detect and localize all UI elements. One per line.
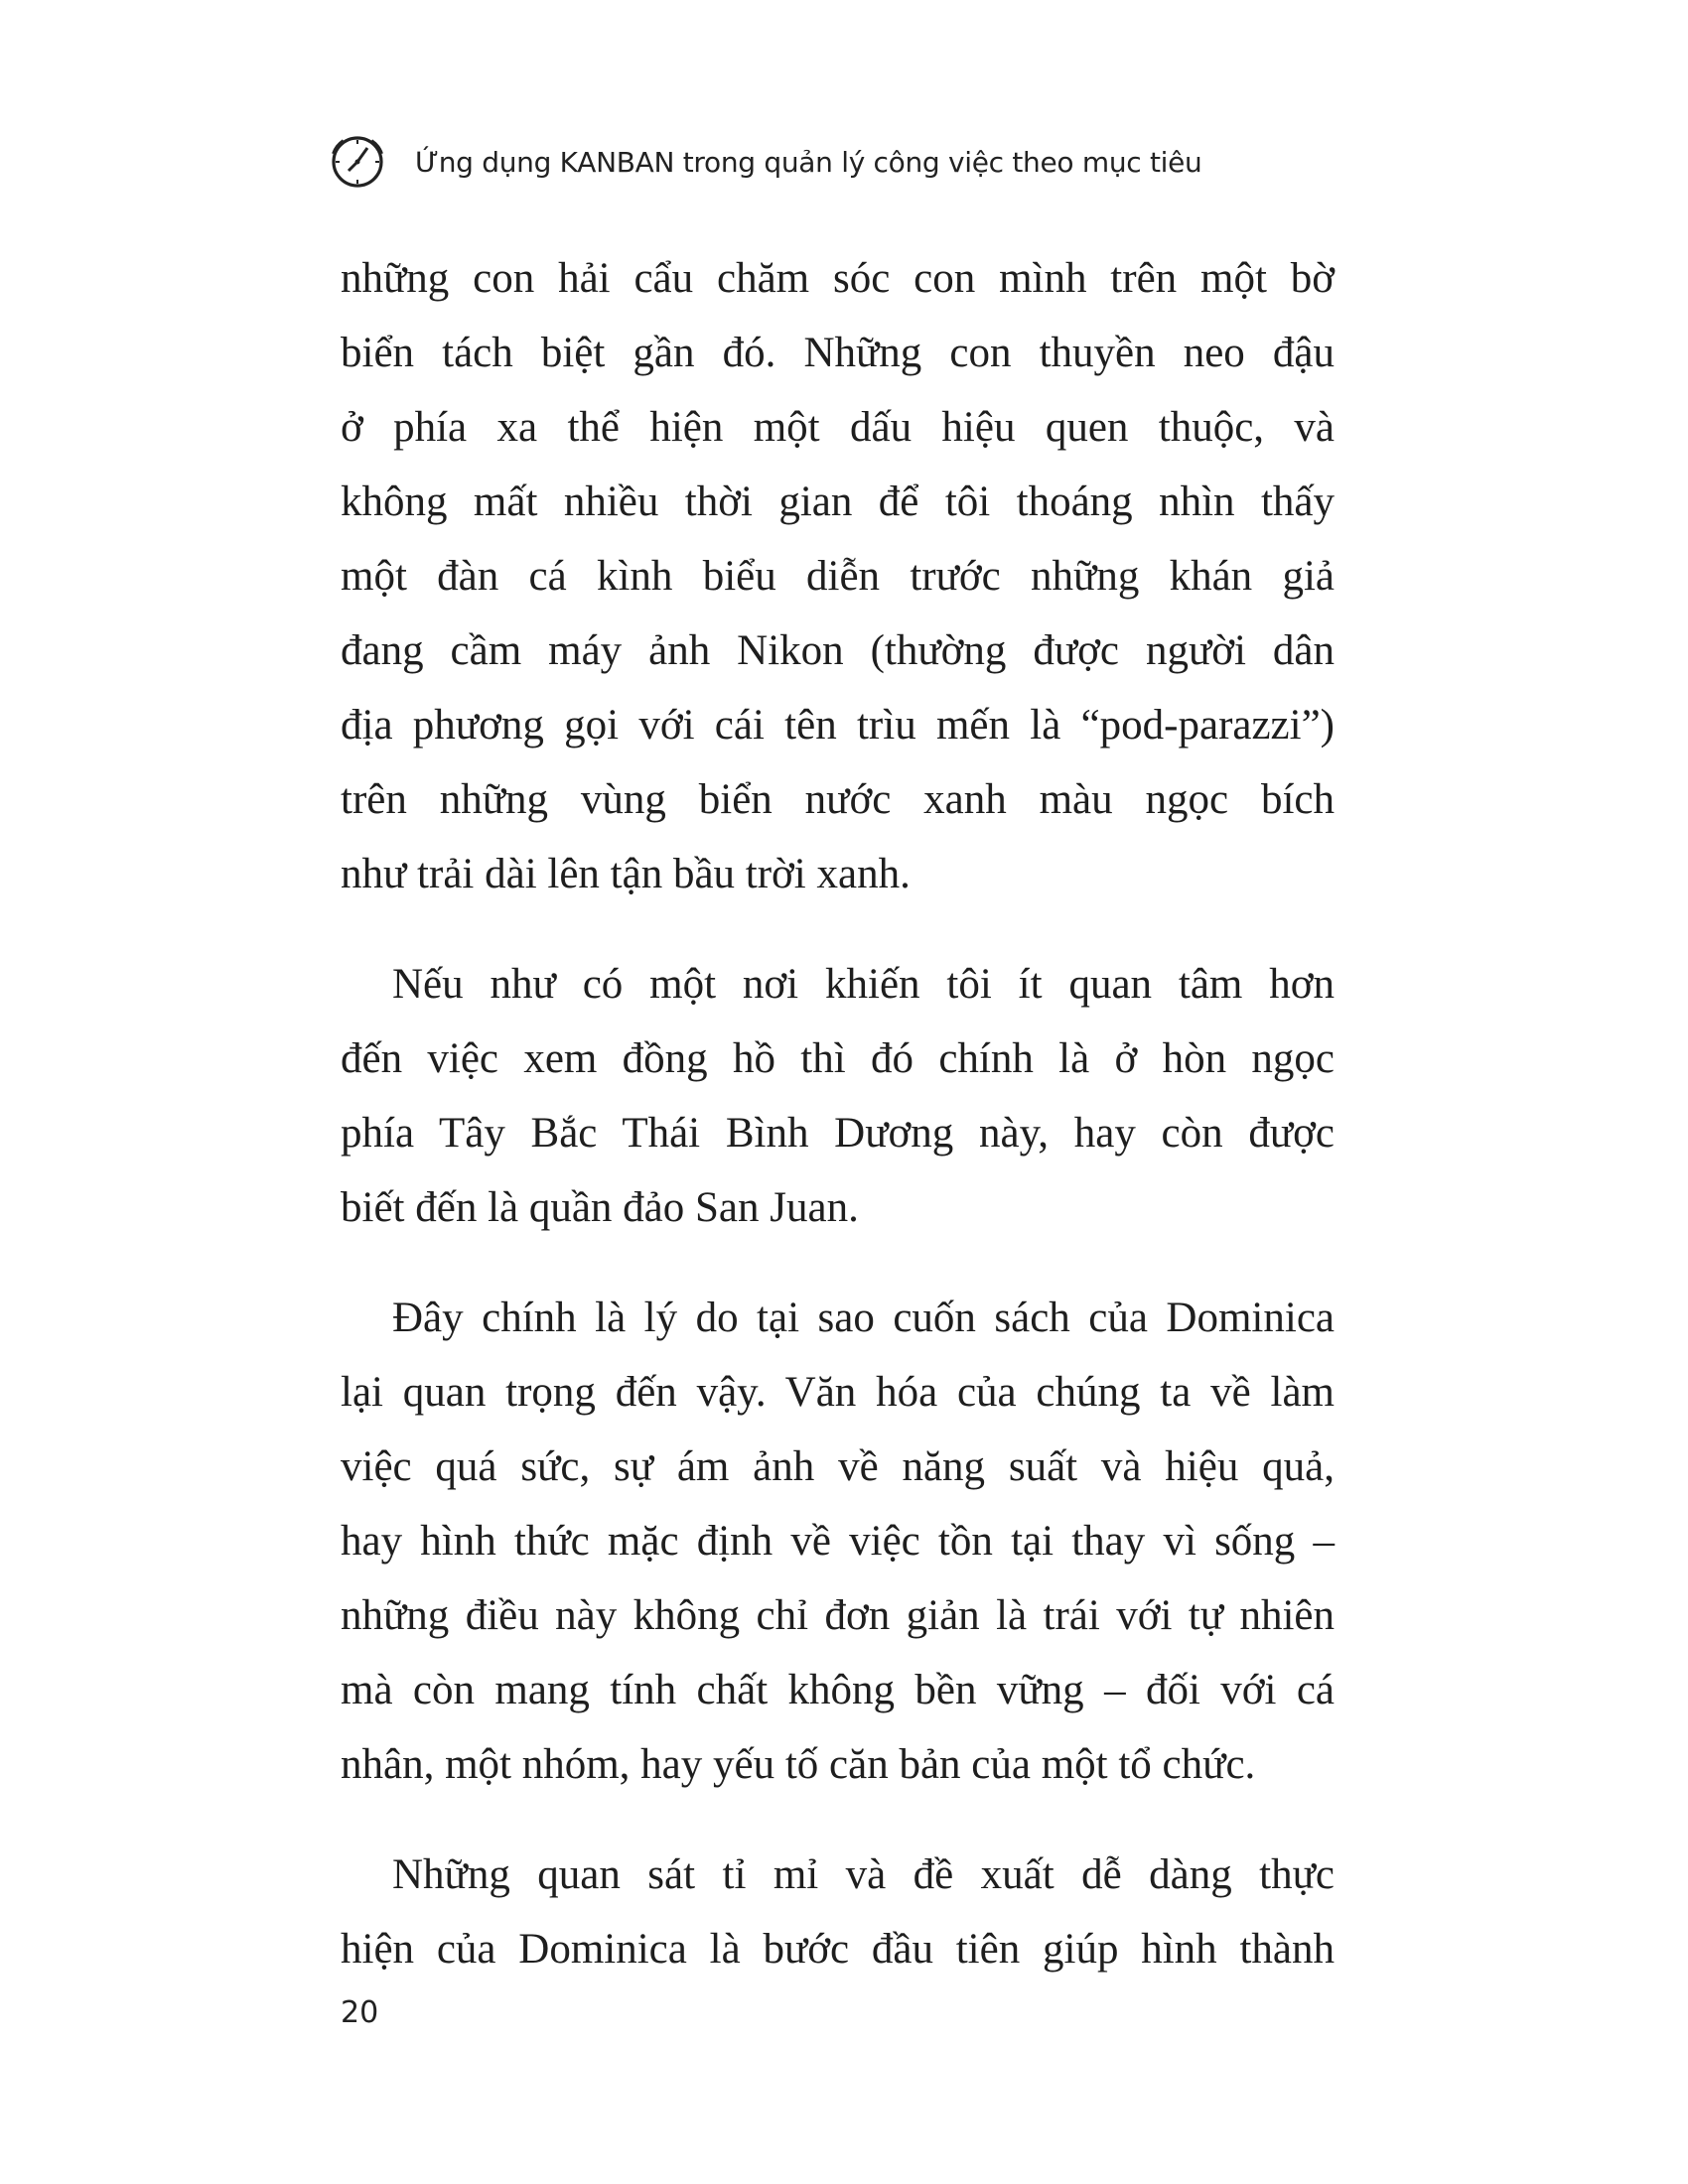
paragraph-4 — [341, 1838, 1335, 1986]
text-line: Những quan sát tỉ mỉ và đề xuất dễ dàng thực — [392, 1851, 1335, 1898]
text-line: mà còn mang tính chất không bền vững – đối với cá — [341, 1667, 1335, 1713]
paragraph-2 — [341, 947, 1335, 1245]
text-line: hay hình thức mặc định về việc tồn tại thay vì sống – — [341, 1518, 1335, 1565]
text-line: như trải dài lên tận bầu trời xanh. — [341, 851, 911, 897]
text-line: một đàn cá kình biểu diễn trước những khán giả — [341, 553, 1335, 600]
text-line: biển tách biệt gần đó. Những con thuyền neo đậu — [341, 330, 1335, 376]
text-line: những con hải cẩu chăm sóc con mình trên một bờ — [341, 255, 1335, 302]
text-line: đến việc xem đồng hồ thì đó chính là ở hòn ngọc — [341, 1035, 1335, 1082]
text-line: nhân, một nhóm, hay yếu tố căn bản của một tổ chức. — [341, 1741, 1256, 1788]
text-line: Đây chính là lý do tại sao cuốn sách của Dominica — [392, 1295, 1335, 1341]
page-number: 20 — [341, 1995, 379, 2030]
text-line: phía Tây Bắc Thái Bình Dương này, hay còn được — [341, 1110, 1335, 1157]
clock-icon — [328, 132, 387, 192]
paragraph-3 — [341, 1281, 1335, 1802]
running-header — [328, 132, 1420, 192]
text-line: đang cầm máy ảnh Nikon (thường được người dân — [341, 627, 1335, 674]
text-line: địa phương gọi với cái tên trìu mến là “pod-parazzi”) — [341, 702, 1335, 749]
text-line: biết đến là quần đảo San Juan. — [341, 1184, 859, 1231]
text-line: không mất nhiều thời gian để tôi thoáng nhìn thấy — [341, 478, 1335, 525]
text-line: trên những vùng biển nước xanh màu ngọc bích — [341, 776, 1335, 823]
text-line: việc quá sức, sự ám ảnh về năng suất và hiệu quả, — [341, 1443, 1335, 1490]
body-text — [341, 241, 1335, 2022]
text-line: lại quan trọng đến vậy. Văn hóa của chúng ta về làm — [341, 1369, 1335, 1416]
paragraph-1 — [341, 241, 1335, 911]
text-line: những điều này không chỉ đơn giản là trái với tự nhiên — [341, 1592, 1335, 1639]
text-line: Nếu như có một nơi khiến tôi ít quan tâm hơn — [392, 961, 1335, 1008]
header-title: Ứng dụng KANBAN trong quản lý công việc theo mục tiêu — [415, 145, 1202, 179]
text-line: hiện của Dominica là bước đầu tiên giúp hình thành — [341, 1926, 1335, 1973]
text-line: ở phía xa thể hiện một dấu hiệu quen thuộc, và — [341, 404, 1335, 451]
